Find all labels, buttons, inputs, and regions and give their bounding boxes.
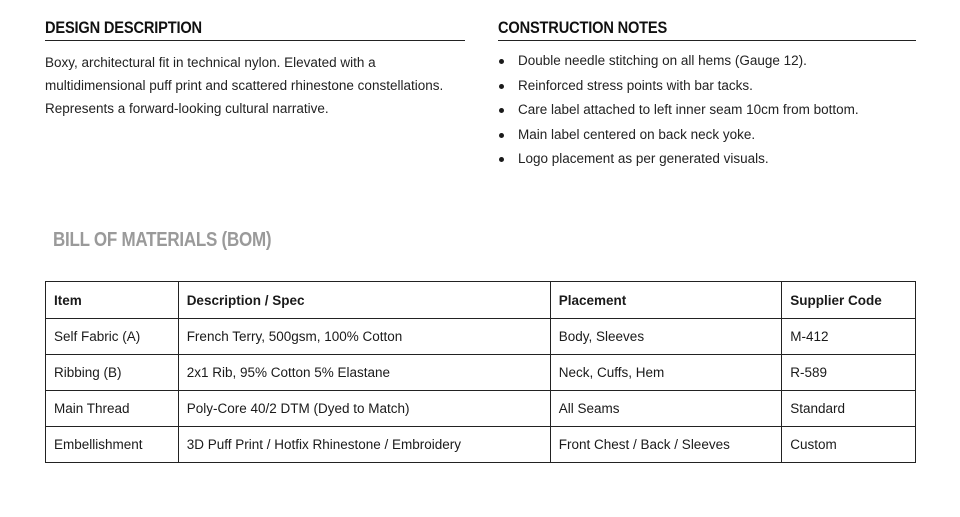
construction-notes-divider <box>498 40 916 41</box>
bom-cell-description: Poly-Core 40/2 DTM (Dyed to Match) <box>178 391 550 427</box>
bom-row <box>46 427 916 463</box>
bom-heading: BILL OF MATERIALS (BOM) <box>53 229 272 251</box>
construction-notes-heading: CONSTRUCTION NOTES <box>498 18 668 37</box>
bom-cell-supplier-code: M-412 <box>782 319 916 355</box>
construction-note-item: Reinforced stress points with bar tacks. <box>498 74 918 99</box>
bom-table <box>45 281 916 463</box>
construction-note-item: Logo placement as per generated visuals. <box>498 147 918 172</box>
design-description-text: Boxy, architectural fit in technical nylon. Elevated with a multidimensional puff print and scattered rhinestone constellations. Represents a forward-looking cultural narrative. <box>45 55 444 116</box>
construction-notes-list <box>498 49 918 172</box>
bom-cell-placement: Neck, Cuffs, Hem <box>550 355 782 391</box>
bom-cell-item: Embellishment <box>46 427 179 463</box>
design-description-heading: DESIGN DESCRIPTION <box>45 18 202 37</box>
bom-cell-supplier-code: R-589 <box>782 355 916 391</box>
bom-header-item: Item <box>46 282 179 319</box>
design-description-divider <box>45 40 465 41</box>
bom-cell-item: Self Fabric (A) <box>46 319 179 355</box>
bom-cell-supplier-code: Custom <box>782 427 916 463</box>
bom-cell-placement: Front Chest / Back / Sleeves <box>550 427 782 463</box>
bom-header-description: Description / Spec <box>178 282 550 319</box>
bom-cell-supplier-code: Standard <box>782 391 916 427</box>
bom-row <box>46 391 916 427</box>
bom-cell-placement: All Seams <box>550 391 782 427</box>
bom-cell-placement: Body, Sleeves <box>550 319 782 355</box>
construction-note-item: Care label attached to left inner seam 10cm from bottom. <box>498 98 918 123</box>
bom-cell-description: 2x1 Rib, 95% Cotton 5% Elastane <box>178 355 550 391</box>
bom-cell-description: 3D Puff Print / Hotfix Rhinestone / Embroidery <box>178 427 550 463</box>
bom-row <box>46 355 916 391</box>
bom-row <box>46 319 916 355</box>
construction-note-item: Main label centered on back neck yoke. <box>498 123 918 148</box>
bom-header-row <box>46 282 916 319</box>
bom-cell-item: Main Thread <box>46 391 179 427</box>
bom-header-placement: Placement <box>550 282 782 319</box>
bom-cell-description: French Terry, 500gsm, 100% Cotton <box>178 319 550 355</box>
bom-cell-item: Ribbing (B) <box>46 355 179 391</box>
bom-header-supplier-code: Supplier Code <box>782 282 916 319</box>
construction-note-item: Double needle stitching on all hems (Gauge 12). <box>498 49 918 74</box>
